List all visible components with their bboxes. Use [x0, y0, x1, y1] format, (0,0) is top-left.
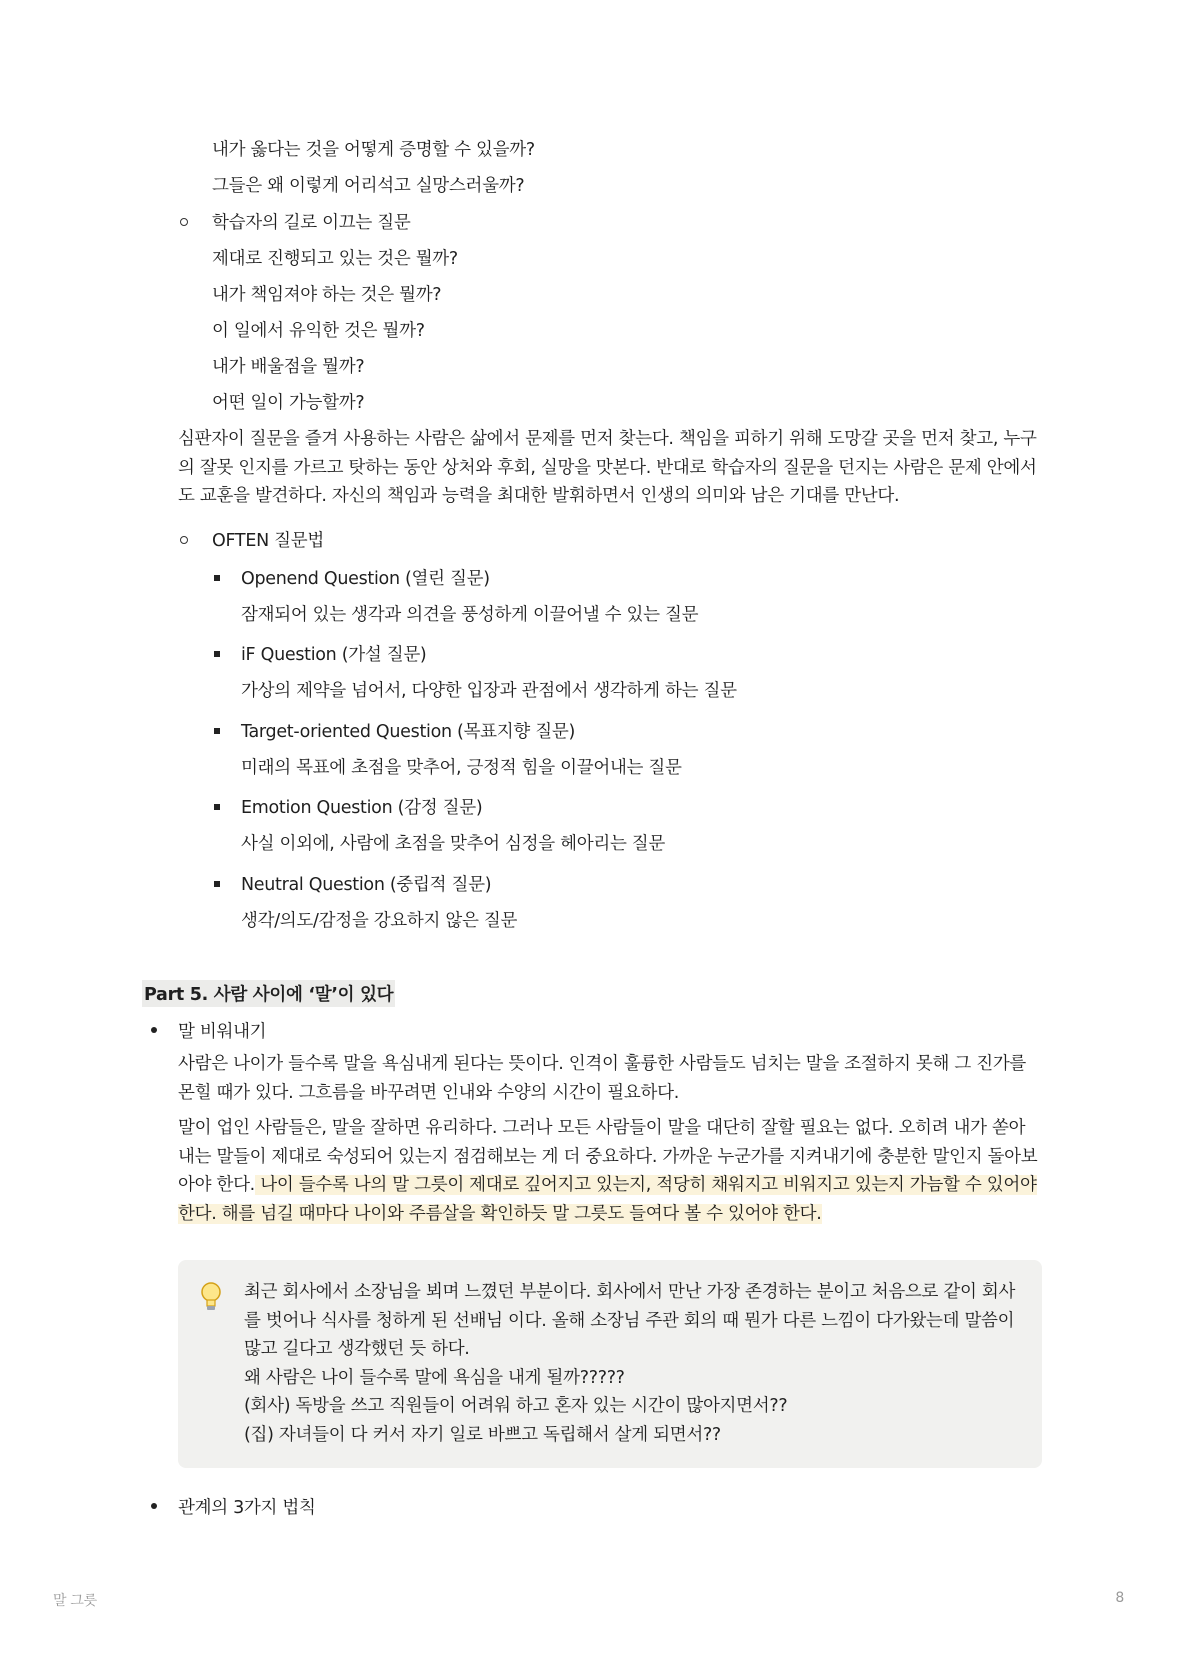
often-item-desc: 생각/의도/감정을 강요하지 않은 질문 — [241, 911, 518, 931]
square-bullet-icon — [214, 881, 220, 887]
highlighted-text: 나이 들수록 나의 말 그릇이 제대로 깊어지고 있는지, 적당히 채워지고 비워지고 있는지 가늠할 수 있어야 한다. 해를 넘길 때마다 나이와 주름살을 확인하듯 말 그릇도 들여다 볼 수 있어야 한다. — [178, 1175, 1037, 1224]
often-item-title: Target-oriented Question (목표지향 질문) — [241, 722, 575, 742]
list-item-title: OFTEN 질문법 — [212, 531, 324, 551]
paragraph: 사람은 나이가 들수록 말을 욕심내게 된다는 뜻이다. 인격이 훌륭한 사람들도 넘치는 말을 조절하지 못해 그 진가를 몬힐 때가 있다. 그흐름을 바꾸려면 인내와 수양의 시간이 필요하다. — [178, 1054, 1027, 1103]
callout-line: (회사) 독방을 쓰고 직원들이 어려워 하고 혼자 있는 시간이 많아지면서?? — [244, 1396, 788, 1416]
paragraph-text: 말이 업인 사람들은, 말을 잘하면 유리하다. 그러나 모든 사람들이 말을 대단히 잘할 필요는 없다. 오히려 내가 쏟아내는 말들이 제대로 숙성되어 있는지 점검해보는 게 더 중요하다. 가까운 누군가를 지켜내기에 충분한 말인지 돌아보아야 한다. — [178, 1118, 1038, 1195]
often-item-title: Neutral Question (중립적 질문) — [241, 875, 492, 895]
circle-bullet-icon — [180, 218, 188, 226]
text-line: 내가 옳다는 것을 어떻게 증명할 수 있을까? — [212, 140, 535, 160]
square-bullet-icon — [214, 575, 220, 581]
footer-title: 말 그릇 — [53, 1593, 97, 1609]
question-line: 이 일에서 유익한 것은 뭘까? — [212, 321, 425, 341]
callout-line: (집) 자녀들이 다 커서 자기 일로 바쁘고 독립해서 살게 되면서?? — [244, 1424, 721, 1445]
section-heading: Part 5. 사람 사이에 ‘말’이 있다 — [142, 980, 395, 1007]
text-line: 그들은 왜 이렇게 어리석고 실망스러울까? — [212, 176, 525, 196]
question-line: 어떤 일이 가능할까? — [212, 393, 365, 413]
square-bullet-icon — [214, 651, 220, 657]
square-bullet-icon — [214, 804, 220, 810]
often-item-desc: 잠재되어 있는 생각과 의견을 풍성하게 이끌어낼 수 있는 질문 — [241, 605, 699, 625]
callout-line: 최근 회사에서 소장님을 뵈며 느꼈던 부분이다. 회사에서 만난 가장 존경하는 분이고 처음으로 같이 회사를 벗어나 식사를 청하게 된 선배님 이다. 올해 소장님 주관 회의 때 뭔가 다른 느낌이 다가왔는데 말씀이 많고 길다고 생각했던 듯 하다. — [244, 1282, 1016, 1359]
dot-bullet-icon — [151, 1503, 157, 1509]
list-item-title: 관계의 3가지 법칙 — [178, 1498, 316, 1518]
callout-box — [178, 1260, 1042, 1468]
paragraph: 심판자이 질문을 즐겨 사용하는 사람은 삶에서 문제를 먼저 찾는다. 책임을 피하기 위해 도망갈 곳을 먼저 찾고, 누구의 잘못 인지를 가르고 탓하는 동안 상처와 후회, 실망을 맛본다. 반대로 학습자의 질문을 던지는 사람은 문제 안에서도 교훈을 발견하다. 자신의 책임과 능력을 최대한 발휘하면서 인생의 의미와 남은 기대를 만난다. — [178, 429, 1037, 506]
list-item-title: 학습자의 길로 이끄는 질문 — [212, 213, 411, 233]
paragraph — [178, 1114, 1038, 1228]
often-item-desc: 미래의 목표에 초점을 맞추어, 긍정적 힘을 이끌어내는 질문 — [241, 758, 682, 778]
question-line: 내가 책임져야 하는 것은 뭘까? — [212, 285, 442, 305]
question-line: 제대로 진행되고 있는 것은 뭘까? — [212, 249, 458, 269]
lightbulb-icon — [200, 1282, 222, 1318]
square-bullet-icon — [214, 728, 220, 734]
often-item-desc: 사실 이외에, 사람에 초점을 맞추어 심정을 헤아리는 질문 — [241, 834, 666, 854]
question-line: 내가 배울점을 뭘까? — [212, 357, 365, 377]
circle-bullet-icon — [180, 536, 188, 544]
often-item-desc: 가상의 제약을 넘어서, 다양한 입장과 관점에서 생각하게 하는 질문 — [241, 681, 737, 701]
often-item-title: Emotion Question (감정 질문) — [241, 798, 483, 818]
page-number: 8 — [1115, 1590, 1124, 1606]
often-item-title: Openend Question (열린 질문) — [241, 569, 490, 589]
callout-line: 왜 사람은 나이 들수록 말에 욕심을 내게 될까????? — [244, 1367, 625, 1388]
often-item-title: iF Question (가설 질문) — [241, 645, 427, 665]
list-item-title: 말 비워내기 — [178, 1022, 267, 1042]
dot-bullet-icon — [151, 1027, 157, 1033]
callout-text — [244, 1278, 1024, 1449]
